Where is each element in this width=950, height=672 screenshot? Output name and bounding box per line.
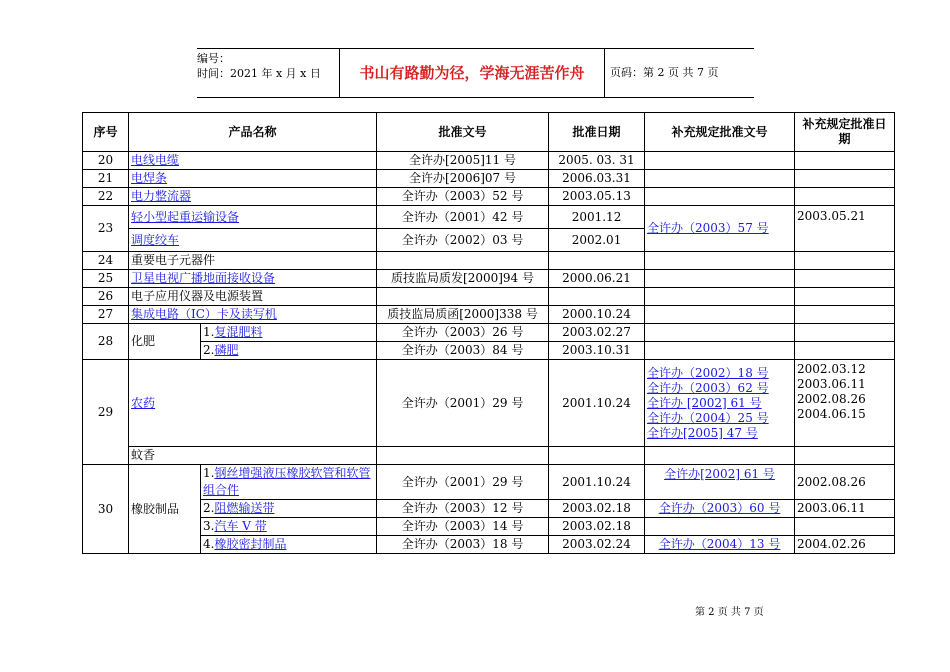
product-link[interactable]: 轻小型起重运输设备 bbox=[131, 209, 240, 224]
cell-seq: 29 bbox=[83, 360, 129, 465]
cell-seq: 21 bbox=[83, 170, 129, 188]
product-link[interactable]: 卫星电视广播地面接收设备 bbox=[131, 271, 276, 285]
cell-product bbox=[129, 206, 377, 229]
supp-link[interactable]: 全许办（2004）13 号 bbox=[658, 537, 781, 551]
product-table bbox=[82, 112, 895, 554]
cell-approval-no: 全许办（2001）42 号 bbox=[377, 206, 549, 229]
cell-approval-date: 2000.10.24 bbox=[549, 306, 645, 324]
table-row bbox=[83, 465, 895, 500]
cell-approval-date: 2006.03.31 bbox=[549, 170, 645, 188]
cell-approval-date: 2003.02.18 bbox=[549, 518, 645, 536]
product-link[interactable]: 集成电路（IC）卡及读写机 bbox=[131, 307, 277, 321]
cell-seq: 23 bbox=[83, 206, 129, 252]
supp-link[interactable]: 全许办（2002）18 号 bbox=[647, 365, 769, 380]
cell-product: 重要电子元器件 bbox=[129, 252, 377, 270]
cell-approval-date: 2005. 03. 31 bbox=[549, 152, 645, 170]
cell-seq: 27 bbox=[83, 306, 129, 324]
cell-product bbox=[129, 170, 377, 188]
cell-approval-no: 全许办（2003）12 号 bbox=[377, 500, 549, 518]
cell-approval-date: 2003.02.24 bbox=[549, 536, 645, 554]
cell-product bbox=[129, 270, 377, 288]
cell-approval-no: 全许办（2001）29 号 bbox=[377, 465, 549, 500]
cell-product bbox=[129, 152, 377, 170]
table-row bbox=[83, 360, 895, 447]
table-row bbox=[83, 188, 895, 206]
cell-approval-no: 全许办（2003）84 号 bbox=[377, 342, 549, 360]
header-supp-date: 补充规定批准日期 bbox=[795, 113, 895, 152]
cell-product: 1.复混肥料 bbox=[201, 324, 377, 342]
table-row bbox=[83, 170, 895, 188]
cell-approval-no: 全许办（2003）14 号 bbox=[377, 518, 549, 536]
product-link[interactable]: 磷肥 bbox=[214, 343, 239, 357]
supp-link[interactable]: 全许办[2002] 61 号 bbox=[664, 467, 775, 481]
product-link[interactable]: 钢丝增强液压橡胶软管和软管组合件 bbox=[203, 466, 371, 497]
header-supp-no: 补充规定批准文号 bbox=[645, 113, 795, 152]
table-row bbox=[83, 206, 895, 229]
time-label: 时间：2021 年 x 月 x 日 bbox=[197, 67, 321, 80]
number-label: 编号： bbox=[197, 52, 230, 65]
cell-approval-no: 全许办（2003）18 号 bbox=[377, 536, 549, 554]
cell-supp-no bbox=[645, 465, 795, 500]
page-info: 页码：第 2 页 共 7 页 bbox=[610, 66, 719, 79]
product-link[interactable]: 汽车 V 带 bbox=[214, 519, 267, 533]
table-row bbox=[83, 288, 895, 306]
product-link[interactable]: 复混肥料 bbox=[214, 325, 263, 339]
cell-supp-date: 2004.02.26 bbox=[795, 536, 895, 554]
cell-seq: 24 bbox=[83, 252, 129, 270]
cell-supp-no bbox=[645, 360, 795, 447]
table-row bbox=[83, 270, 895, 288]
cell-product: 2.磷肥 bbox=[201, 342, 377, 360]
product-link[interactable]: 农药 bbox=[131, 395, 156, 410]
cell-product bbox=[129, 229, 377, 252]
cell-approval-no: 全许办（2002）03 号 bbox=[377, 229, 549, 252]
header-left bbox=[197, 49, 339, 99]
cell-supp-no bbox=[645, 536, 795, 554]
table-row bbox=[83, 152, 895, 170]
cell-seq: 26 bbox=[83, 288, 129, 306]
cell-seq: 25 bbox=[83, 270, 129, 288]
table-row bbox=[83, 447, 895, 465]
table-row bbox=[83, 342, 895, 360]
table-row bbox=[83, 324, 895, 342]
cell-approval-date: 2003.05.13 bbox=[549, 188, 645, 206]
cell-product: 2.阻燃输送带 bbox=[201, 500, 377, 518]
motto: 书山有路勤为径，学海无涯苦作舟 bbox=[339, 49, 605, 97]
cell-supp-no bbox=[645, 500, 795, 518]
page-header bbox=[197, 48, 754, 98]
supp-link[interactable]: 全许办（2003）62 号 bbox=[647, 380, 769, 395]
cell-product bbox=[129, 188, 377, 206]
product-link[interactable]: 橡胶密封制品 bbox=[214, 537, 287, 551]
table-row bbox=[83, 518, 895, 536]
table-row bbox=[83, 306, 895, 324]
cell-product: 3.汽车 V 带 bbox=[201, 518, 377, 536]
cell-seq: 30 bbox=[83, 465, 129, 554]
product-link[interactable]: 电力整流器 bbox=[131, 189, 192, 203]
cell-product bbox=[129, 306, 377, 324]
cell-approval-no: 全许办[2006]07 号 bbox=[377, 170, 549, 188]
cell-approval-date: 2003.02.18 bbox=[549, 500, 645, 518]
header-product: 产品名称 bbox=[129, 113, 377, 152]
supp-link[interactable]: 全许办（2003）60 号 bbox=[658, 501, 781, 515]
cell-supp-date: 2003.06.11 bbox=[795, 500, 895, 518]
cell-approval-date: 2002.01 bbox=[549, 229, 645, 252]
cell-seq: 22 bbox=[83, 188, 129, 206]
cell-seq: 28 bbox=[83, 324, 129, 360]
cell-approval-date: 2001.12 bbox=[549, 206, 645, 229]
cell-product bbox=[129, 360, 377, 447]
cell-product: 蚊香 bbox=[129, 447, 377, 465]
cell-approval-no: 质技监局质发[2000]94 号 bbox=[377, 270, 549, 288]
table-row bbox=[83, 500, 895, 518]
table-header-row bbox=[83, 113, 895, 152]
cell-approval-date: 2001.10.24 bbox=[549, 360, 645, 447]
cell-product: 电子应用仪器及电源装置 bbox=[129, 288, 377, 306]
supp-link[interactable]: 全许办（2003）57 号 bbox=[647, 221, 769, 235]
cell-seq: 20 bbox=[83, 152, 129, 170]
supp-link[interactable]: 全许办[2005] 47 号 bbox=[647, 425, 758, 440]
cell-approval-date: 2001.10.24 bbox=[549, 465, 645, 500]
cell-approval-date: 2003.10.31 bbox=[549, 342, 645, 360]
cell-supp-date: 2002.03.12 2003.06.11 2002.08.26 2004.06.15 bbox=[795, 360, 895, 447]
cell-approval-date: 2000.06.21 bbox=[549, 270, 645, 288]
cell-group: 橡胶制品 bbox=[129, 465, 201, 554]
cell-supp-date: 2002.08.26 bbox=[795, 465, 895, 500]
header-approval-no: 批准文号 bbox=[377, 113, 549, 152]
cell-approval-no: 全许办（2003）26 号 bbox=[377, 324, 549, 342]
cell-approval-no: 全许办[2005]11 号 bbox=[377, 152, 549, 170]
supp-link[interactable]: 全许办（2004）25 号 bbox=[647, 410, 769, 425]
table-row bbox=[83, 536, 895, 554]
cell-supp-date: 2003.05.21 bbox=[795, 206, 895, 252]
cell-supp-no bbox=[645, 206, 795, 252]
cell-approval-no: 全许办（2001）29 号 bbox=[377, 360, 549, 447]
cell-product: 1.钢丝增强液压橡胶软管和软管组合件 bbox=[201, 465, 377, 500]
product-link[interactable]: 电线电缆 bbox=[131, 153, 180, 167]
supp-link[interactable]: 全许办 [2002] 61 号 bbox=[647, 395, 762, 410]
cell-product: 4.橡胶密封制品 bbox=[201, 536, 377, 554]
product-link[interactable]: 电焊条 bbox=[131, 171, 168, 185]
cell-approval-no: 质技监局质函[2000]338 号 bbox=[377, 306, 549, 324]
product-link[interactable]: 调度绞车 bbox=[131, 232, 180, 247]
header-seq: 序号 bbox=[83, 113, 129, 152]
table-row bbox=[83, 252, 895, 270]
cell-group: 化肥 bbox=[129, 324, 201, 360]
cell-approval-date: 2003.02.27 bbox=[549, 324, 645, 342]
header-approval-date: 批准日期 bbox=[549, 113, 645, 152]
page-footer: 第 2 页 共 7 页 bbox=[695, 607, 764, 618]
product-link[interactable]: 阻燃输送带 bbox=[214, 501, 275, 515]
cell-approval-no: 全许办（2003）52 号 bbox=[377, 188, 549, 206]
